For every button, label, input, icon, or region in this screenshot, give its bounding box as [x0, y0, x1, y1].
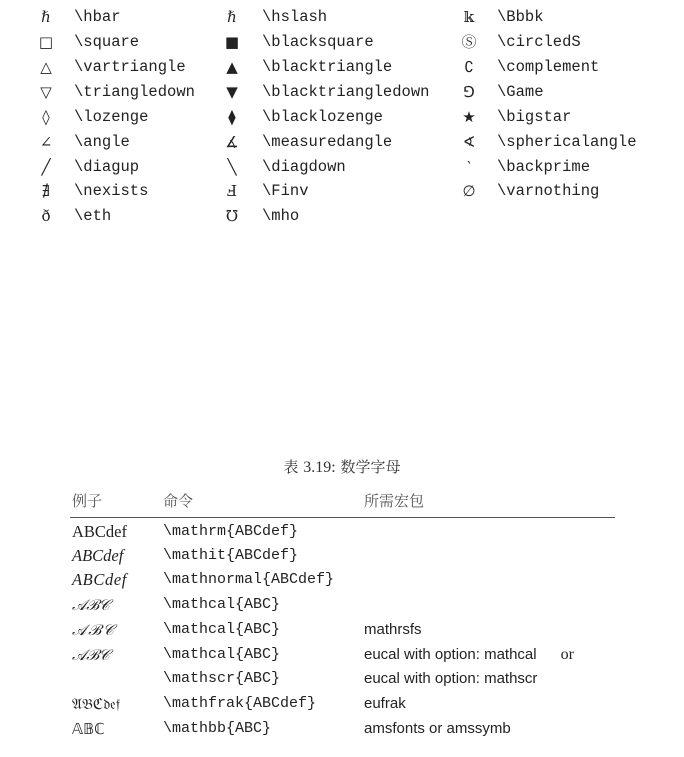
symbol-glyph: ℏ: [41, 8, 51, 26]
symbol-row: [0, 157, 684, 182]
symbol-glyph: Ⅎ: [226, 182, 238, 200]
symbol-glyph: ╱: [41, 158, 51, 176]
symbol-command: \Finv: [262, 182, 309, 200]
table-row: [70, 669, 615, 693]
symbol-command: \square: [74, 33, 140, 51]
table-row: [70, 546, 615, 570]
symbol-command: \blacktriangledown: [262, 83, 430, 101]
caption-prefix: 表: [283, 458, 299, 476]
symbol-glyph: ■: [224, 33, 240, 51]
command-cell: \mathfrak{ABCdef}: [163, 695, 317, 712]
symbol-command: \sphericalangle: [497, 133, 637, 151]
symbol-command: \backprime: [497, 158, 591, 176]
example-cell: ABCdef: [72, 570, 127, 589]
symbol-glyph: ▲: [226, 58, 238, 76]
table-caption: [0, 456, 684, 477]
symbol-glyph: ∄: [41, 182, 51, 200]
symbol-row: [0, 107, 684, 132]
symbol-glyph: ▼: [226, 83, 238, 101]
package-text: eucal with option: mathcal: [364, 646, 537, 663]
symbol-command: \Game: [497, 83, 544, 101]
table-row: [70, 694, 615, 718]
symbol-command: \varnothing: [497, 182, 600, 200]
package-suffix: or: [560, 646, 574, 663]
symbol-glyph: ╲: [227, 158, 237, 176]
symbol-row: [0, 7, 684, 32]
symbol-command: \Bbbk: [497, 8, 544, 26]
package-cell: eufrak: [364, 695, 406, 712]
example-cell: 𝒜ℬ𝒞: [72, 621, 116, 639]
command-cell: \mathcal{ABC}: [163, 621, 281, 638]
command-cell: \mathit{ABCdef}: [163, 547, 299, 564]
symbol-command: \blacksquare: [262, 33, 374, 51]
table-row: [70, 522, 615, 546]
example-cell: 𝔸𝔹ℂ: [72, 720, 105, 738]
package-cell: amsfonts or amssymb: [364, 720, 511, 737]
symbol-row: [0, 82, 684, 107]
table-row: [70, 645, 615, 669]
symbol-glyph: ★: [462, 108, 476, 126]
symbol-glyph: ℏ: [227, 8, 237, 26]
command-cell: \mathcal{ABC}: [163, 646, 281, 663]
command-cell: \mathrm{ABCdef}: [163, 523, 299, 540]
symbol-glyph: ∡: [225, 133, 239, 151]
symbol-command: \hslash: [262, 8, 328, 26]
symbol-glyph: ‵: [467, 158, 471, 176]
header-rule: [70, 517, 615, 518]
symbol-glyph: □: [38, 33, 54, 51]
example-cell: 𝒜ℬ𝒞: [72, 646, 110, 664]
symbol-command: \nexists: [74, 182, 149, 200]
table-row: [70, 570, 615, 594]
symbol-glyph: ▽: [40, 83, 52, 101]
symbol-command: \blacktriangle: [262, 58, 393, 76]
example-cell: 𝒜ℬ𝒞: [72, 596, 110, 614]
symbol-glyph: ∢: [462, 133, 476, 151]
symbol-row: [0, 32, 684, 57]
table-row: [70, 595, 615, 619]
symbol-command: \bigstar: [497, 108, 572, 126]
symbol-command: \hbar: [74, 8, 121, 26]
package-cell: eucal with option: mathscr: [364, 670, 538, 687]
command-cell: \mathbb{ABC}: [163, 720, 272, 737]
symbol-command: \lozenge: [74, 108, 149, 126]
symbol-command: \complement: [497, 58, 600, 76]
symbol-glyph: ⅁: [463, 83, 475, 101]
command-cell: \mathcal{ABC}: [163, 596, 281, 613]
symbol-glyph: ℧: [225, 207, 239, 225]
symbol-command: \eth: [74, 207, 112, 225]
symbol-command: \diagdown: [262, 158, 346, 176]
symbol-glyph: ∅: [462, 182, 476, 200]
header-command: 命令: [163, 492, 194, 510]
symbol-glyph: 𝕜: [463, 8, 475, 26]
symbol-row: [0, 57, 684, 82]
caption-number: 3.19:: [303, 459, 336, 476]
symbol-glyph: ∁: [464, 58, 474, 76]
symbol-command: \mho: [262, 207, 300, 225]
symbol-row: [0, 181, 684, 206]
symbol-glyph: ◊: [42, 108, 50, 126]
example-cell: 𝔄𝔅ℭ𝔡𝔢𝔣: [72, 695, 121, 713]
package-cell: [364, 645, 574, 665]
example-cell: ABCdef: [72, 546, 124, 565]
example-cell: ABCdef: [72, 522, 127, 541]
symbol-glyph: ∠: [39, 133, 53, 151]
symbol-command: \blacklozenge: [262, 108, 383, 126]
symbol-command: \diagup: [74, 158, 140, 176]
package-cell: mathrsfs: [364, 621, 422, 638]
symbol-row: [0, 132, 684, 157]
header-package: 所需宏包: [364, 492, 425, 510]
symbol-command: \triangledown: [74, 83, 195, 101]
symbol-glyph: Ⓢ: [461, 33, 477, 51]
command-cell: \mathscr{ABC}: [163, 670, 281, 687]
symbol-row: [0, 206, 684, 231]
table-row: [70, 719, 615, 743]
symbol-command: \angle: [74, 133, 130, 151]
table-row: [70, 620, 615, 644]
symbol-command: \measuredangle: [262, 133, 393, 151]
command-cell: \mathnormal{ABCdef}: [163, 571, 335, 588]
caption-title: 数学字母: [340, 458, 401, 476]
header-example: 例子: [72, 492, 103, 510]
symbol-glyph: △: [40, 58, 52, 76]
symbol-glyph: ð: [41, 207, 51, 225]
symbol-glyph: ⧫: [228, 108, 236, 126]
symbol-command: \vartriangle: [74, 58, 186, 76]
symbol-command: \circledS: [497, 33, 581, 51]
